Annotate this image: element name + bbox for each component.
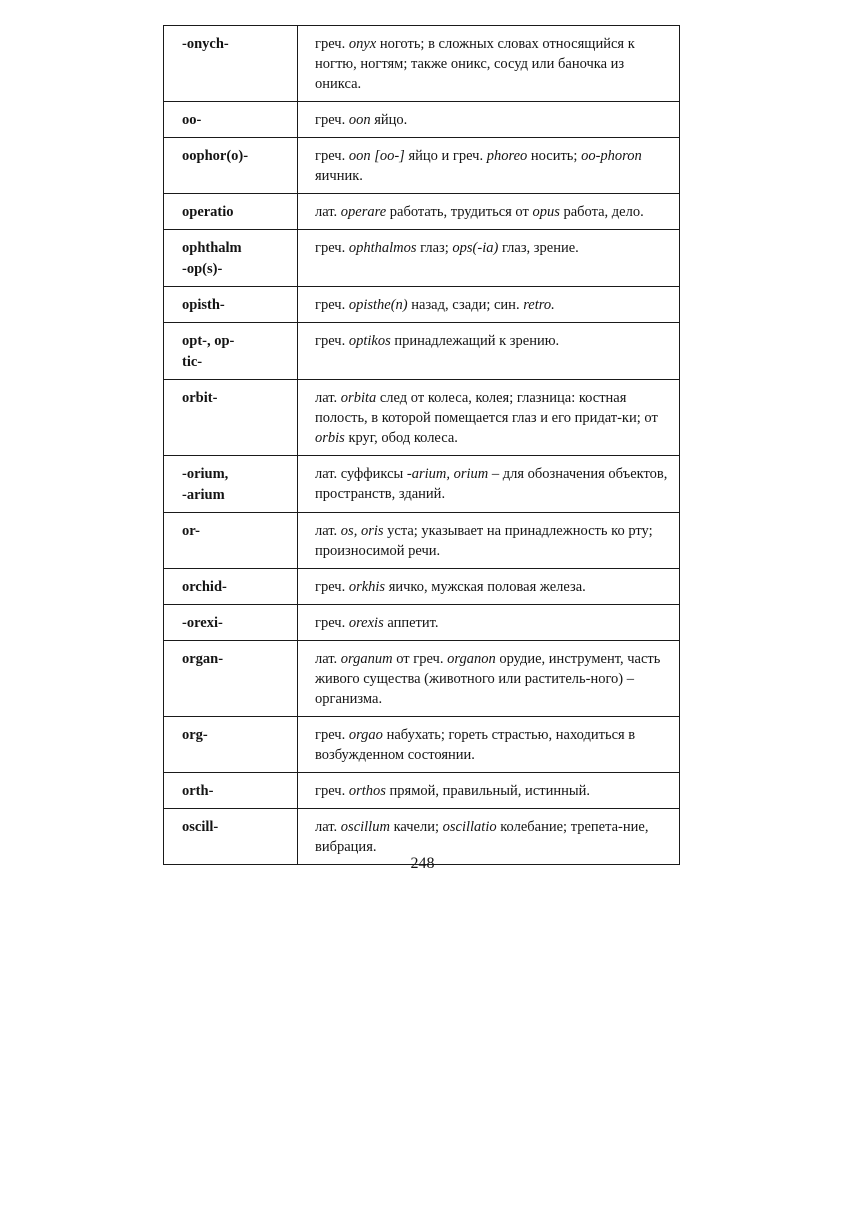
definition-cell	[298, 513, 680, 569]
definition-text: след от колеса, колея; глазница: костная полость, в которой помещается глаз и его придат-ки; от	[315, 390, 658, 426]
definition-cell	[298, 323, 680, 380]
term-cell	[164, 513, 298, 569]
definition-text: греч.	[315, 579, 349, 595]
definition-cell	[298, 456, 680, 513]
term-cell	[164, 605, 298, 641]
definition-text: лат. суффиксы	[315, 466, 407, 482]
definition-cell	[298, 230, 680, 287]
definition-text: греч.	[315, 333, 349, 349]
definition-latin-word: -arium, orium	[406, 466, 489, 482]
term-cell	[164, 641, 298, 717]
table-row	[164, 287, 680, 323]
definition-latin-word: retro.	[523, 297, 555, 313]
term-text: orbit-	[182, 390, 218, 406]
term-cell	[164, 717, 298, 773]
definition-latin-word: orexis	[348, 615, 384, 631]
definition-latin-word: opus	[532, 204, 560, 220]
term-text: organ-	[182, 651, 224, 667]
definition-text: аппетит.	[383, 615, 439, 631]
term-cell	[164, 773, 298, 809]
definition-text: лат.	[315, 819, 341, 835]
definition-text: греч.	[315, 615, 349, 631]
term-text: org-	[182, 727, 208, 743]
definition-text: греч.	[315, 148, 349, 164]
table-row	[164, 230, 680, 287]
term-text: -orexi-	[182, 615, 223, 631]
definition-text: глаз, зрение.	[498, 240, 579, 256]
definition-cell	[298, 194, 680, 230]
definition-text: работа, дело.	[559, 204, 644, 220]
definition-cell	[298, 102, 680, 138]
table-row	[164, 380, 680, 456]
table-row	[164, 456, 680, 513]
definition-text: – для обозначения объектов, пространств, зданий.	[315, 466, 668, 502]
term-cell	[164, 569, 298, 605]
definition-latin-word: opisthe(n)	[348, 297, 408, 313]
definition-text: яйцо.	[370, 112, 408, 128]
definition-cell	[298, 26, 680, 102]
term-text: -onych-	[182, 36, 229, 52]
term-text: opt-, op- tic-	[182, 333, 235, 370]
table-row	[164, 641, 680, 717]
definition-cell	[298, 380, 680, 456]
term-cell	[164, 102, 298, 138]
term-text: oo-	[182, 112, 202, 128]
term-cell	[164, 26, 298, 102]
definition-text: лат.	[315, 523, 341, 539]
definition-text: греч.	[315, 783, 349, 799]
table-row	[164, 102, 680, 138]
definition-latin-word: ophthalmos	[348, 240, 417, 256]
definition-latin-word: orbita	[340, 390, 377, 406]
definition-text: яйцо и греч.	[404, 148, 487, 164]
definition-text: качели;	[389, 819, 443, 835]
definition-latin-word: onyx	[348, 36, 377, 52]
term-cell	[164, 194, 298, 230]
term-text: opisth-	[182, 297, 225, 313]
definition-text: носить;	[527, 148, 582, 164]
table-row	[164, 773, 680, 809]
table-row	[164, 138, 680, 194]
definition-text: работать, трудиться от	[386, 204, 533, 220]
term-text: orth-	[182, 783, 214, 799]
definition-latin-word: ops(-ia)	[452, 240, 499, 256]
definition-cell	[298, 773, 680, 809]
definition-latin-word: orthos	[348, 783, 386, 799]
definition-cell	[298, 138, 680, 194]
table-row	[164, 26, 680, 102]
definition-latin-word: oo-phoron	[581, 148, 642, 164]
definition-latin-word: organon	[447, 651, 496, 667]
definition-latin-word: organum	[340, 651, 393, 667]
term-text: ophthalm -op(s)-	[182, 240, 242, 277]
term-cell	[164, 230, 298, 287]
definition-text: греч.	[315, 240, 349, 256]
table-row	[164, 323, 680, 380]
definition-latin-word: oscillatio	[442, 819, 497, 835]
definition-text: от греч.	[392, 651, 448, 667]
definition-latin-word: phoreo	[486, 148, 528, 164]
definition-text: греч.	[315, 36, 349, 52]
definition-text: колебание; трепета-ние, вибрация.	[315, 819, 649, 855]
term-cell	[164, 323, 298, 380]
term-text: -orium, -arium	[182, 466, 229, 503]
term-text: orchid-	[182, 579, 227, 595]
definition-latin-word: oon [oo-]	[348, 148, 405, 164]
definition-latin-word: optikos	[348, 333, 391, 349]
table-row	[164, 717, 680, 773]
definition-latin-word: oscillum	[340, 819, 390, 835]
definition-text: прямой, правильный, истинный.	[385, 783, 590, 799]
definition-latin-word: orkhis	[348, 579, 386, 595]
table-row	[164, 569, 680, 605]
definition-text: лат.	[315, 204, 341, 220]
table-row	[164, 194, 680, 230]
definition-latin-word: operare	[340, 204, 387, 220]
definition-text: круг, обод колеса.	[344, 430, 458, 446]
dictionary-table	[163, 25, 680, 865]
definition-latin-word: orgao	[348, 727, 383, 743]
definition-cell	[298, 717, 680, 773]
definition-cell	[298, 569, 680, 605]
term-text: operatio	[182, 204, 234, 220]
definition-cell	[298, 287, 680, 323]
definition-text: греч.	[315, 727, 349, 743]
definition-text: ноготь; в сложных словах относящийся к ногтю, ногтям; также оникс, сосуд или баночка из оникса.	[315, 36, 635, 92]
definition-text: орудие, инструмент, часть живого существа (животного или раститель-ного) – организма.	[315, 651, 661, 707]
definition-cell	[298, 641, 680, 717]
term-cell	[164, 456, 298, 513]
definition-text: принадлежащий к зрению.	[390, 333, 560, 349]
term-text: or-	[182, 523, 200, 539]
term-cell	[164, 287, 298, 323]
definition-latin-word: os, oris	[340, 523, 384, 539]
definition-text: лат.	[315, 651, 341, 667]
term-cell	[164, 380, 298, 456]
definition-text: глаз;	[416, 240, 453, 256]
table-row	[164, 513, 680, 569]
definition-text: уста; указывает на принадлежность ко рту; произносимой речи.	[315, 523, 653, 559]
dictionary-table-body	[164, 26, 680, 865]
definition-text: яичко, мужская половая железа.	[385, 579, 586, 595]
definition-text: греч.	[315, 112, 349, 128]
term-text: oophor(o)-	[182, 148, 249, 164]
definition-text: лат.	[315, 390, 341, 406]
table-row	[164, 605, 680, 641]
term-text: oscill-	[182, 819, 219, 835]
term-cell	[164, 138, 298, 194]
definition-latin-word: oon	[348, 112, 371, 128]
definition-text: набухать; гореть страстью, находиться в возбужденном состоянии.	[315, 727, 636, 763]
definition-text: греч.	[315, 297, 349, 313]
definition-latin-word: orbis	[315, 430, 345, 446]
definition-cell	[298, 605, 680, 641]
definition-text: яичник.	[315, 168, 363, 184]
page-number: 248	[410, 855, 435, 872]
definition-text: назад, сзади; син.	[407, 297, 524, 313]
